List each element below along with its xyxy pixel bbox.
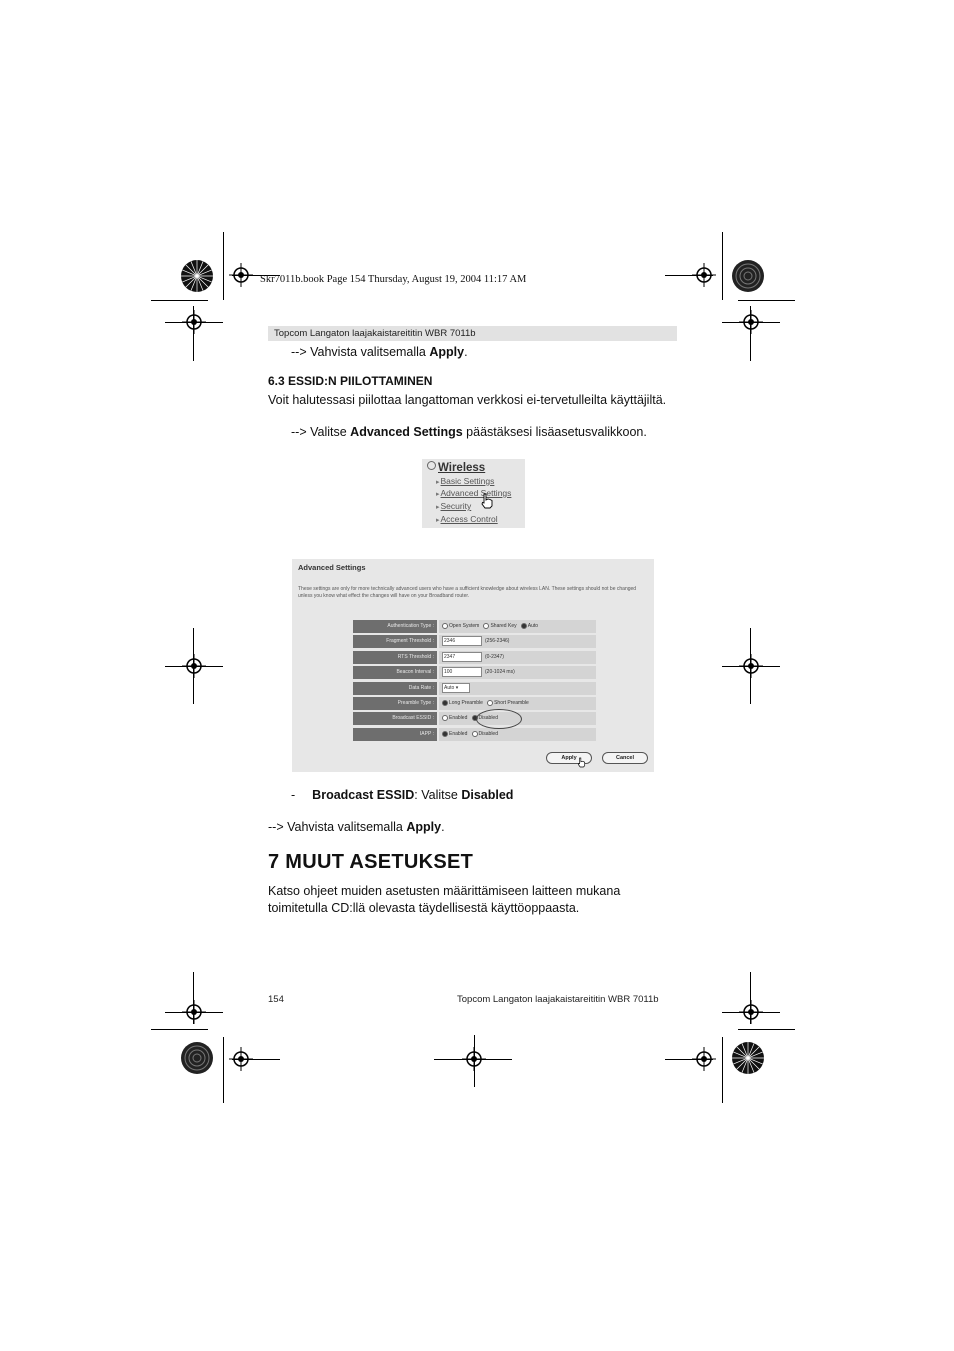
radio-auto[interactable] bbox=[521, 623, 527, 629]
apply-emphasis: Apply bbox=[406, 820, 442, 834]
row-label: Preamble Type : bbox=[353, 697, 437, 710]
option-label: Disabled bbox=[478, 731, 498, 737]
crop-line bbox=[665, 275, 713, 276]
chapter-text-line-1: Katso ohjeet muiden asetusten määrittämiseen laitteen mukana bbox=[268, 884, 621, 898]
target-mark-icon bbox=[180, 1041, 214, 1075]
row-broadcast-essid bbox=[353, 712, 596, 725]
section-heading: 6.3 ESSID:N PIILOTTAMINEN bbox=[268, 374, 433, 388]
row-label: Authentication Type : bbox=[353, 620, 437, 633]
crop-line bbox=[151, 1029, 208, 1030]
rts-threshold-input[interactable]: 2347 bbox=[442, 652, 482, 662]
crop-line bbox=[165, 1012, 223, 1013]
option-label: Open System bbox=[449, 623, 480, 629]
disabled-emphasis: Disabled bbox=[461, 788, 514, 802]
radio-iapp-enabled[interactable] bbox=[442, 731, 448, 737]
target-mark-icon bbox=[731, 259, 765, 293]
confirm-apply-line bbox=[291, 344, 468, 361]
text: päästäksesi lisäasetusvalikkoon. bbox=[462, 425, 647, 439]
advanced-settings-emphasis: Advanced Settings bbox=[350, 425, 463, 439]
confirm-apply-line-2 bbox=[268, 819, 445, 836]
highlight-circle bbox=[476, 709, 522, 729]
cancel-button[interactable]: Cancel bbox=[602, 752, 648, 764]
crop-line bbox=[223, 1037, 224, 1103]
row-value bbox=[439, 682, 596, 695]
option-label: Enabled bbox=[449, 731, 468, 737]
menu-item-security[interactable]: ▸ Security bbox=[436, 501, 471, 511]
radio-shared-key[interactable] bbox=[483, 623, 489, 629]
radio-long-preamble[interactable] bbox=[442, 700, 448, 706]
menu-item-access-control[interactable]: ▸ Access Control bbox=[436, 514, 498, 524]
apply-emphasis: Apply bbox=[429, 345, 465, 359]
row-authentication-type bbox=[353, 620, 596, 633]
option-label: Short Preamble bbox=[494, 700, 529, 706]
advanced-settings-title: Advanced Settings bbox=[298, 563, 366, 572]
menu-item-advanced-settings[interactable]: ▸ Advanced Settings bbox=[436, 488, 511, 498]
row-label: RTS Threshold : bbox=[353, 651, 437, 664]
text: --> Vahvista valitsemalla bbox=[291, 345, 430, 359]
crop-line bbox=[722, 1037, 723, 1103]
footer-title: Topcom Langaton laajakaistareititin WBR 7011b bbox=[457, 994, 659, 1005]
radio-iapp-disabled[interactable] bbox=[472, 731, 478, 737]
section-intro: Voit halutessasi piilottaa langattoman verkkosi ei-tervetulleilta käyttäjiltä. bbox=[268, 393, 667, 407]
option-label: Disabled bbox=[478, 715, 498, 721]
crop-line bbox=[434, 1059, 512, 1060]
step-line bbox=[291, 424, 647, 441]
crop-line bbox=[722, 1012, 780, 1013]
fragment-threshold-input[interactable]: 2346 bbox=[442, 636, 482, 646]
selected-value: Auto bbox=[444, 684, 455, 691]
crop-line bbox=[722, 232, 723, 300]
row-data-rate bbox=[353, 682, 596, 695]
row-label: IAPP : bbox=[353, 728, 437, 741]
crop-line bbox=[165, 322, 223, 323]
row-value bbox=[439, 635, 596, 648]
option-label: Shared Key bbox=[490, 623, 517, 629]
row-value bbox=[439, 620, 596, 633]
row-label: Beacon Interval : bbox=[353, 666, 437, 679]
wireless-title-text: Wireless bbox=[438, 462, 486, 474]
text: . bbox=[441, 820, 445, 834]
row-label: Fragment Threshold : bbox=[353, 635, 437, 648]
row-label: Data Rate : bbox=[353, 682, 437, 695]
menu-bullet-icon bbox=[427, 461, 436, 470]
wireless-menu-screenshot bbox=[422, 459, 525, 528]
starburst-mark-icon bbox=[180, 259, 214, 293]
page-number: 154 bbox=[268, 994, 284, 1005]
crop-line bbox=[722, 666, 780, 667]
running-header-text: Topcom Langaton laajakaistareititin WBR 7011b bbox=[274, 328, 476, 339]
hand-cursor-icon bbox=[577, 756, 586, 769]
crop-line bbox=[151, 300, 208, 301]
broadcast-essid-emphasis: Broadcast ESSID bbox=[312, 788, 415, 802]
crop-line bbox=[738, 300, 795, 301]
crop-line bbox=[665, 1059, 713, 1060]
crop-line bbox=[232, 1059, 280, 1060]
text: --> Vahvista valitsemalla bbox=[268, 820, 407, 834]
chapter-heading: 7 MUUT ASETUKSET bbox=[268, 851, 474, 873]
crop-line bbox=[722, 322, 780, 323]
chapter-text-line-2: toimitetulla CD:llä olevasta täydellisestä käyttöoppaasta. bbox=[268, 901, 580, 915]
row-rts-threshold bbox=[353, 651, 596, 664]
row-beacon-interval bbox=[353, 666, 596, 679]
row-value bbox=[439, 666, 596, 679]
menu-item-basic-settings[interactable]: ▸ Basic Settings bbox=[436, 476, 494, 486]
bullet-broadcast-essid bbox=[291, 787, 513, 804]
data-rate-select[interactable] bbox=[442, 683, 470, 693]
row-iapp bbox=[353, 728, 596, 741]
print-slug: Skr7011b.book Page 154 Thursday, August 19, 2004 11:17 AM bbox=[260, 274, 527, 285]
running-header bbox=[268, 326, 677, 341]
option-label: Auto bbox=[527, 623, 539, 629]
option-label: Enabled bbox=[449, 715, 468, 721]
crop-line bbox=[223, 232, 224, 300]
row-value bbox=[439, 728, 596, 741]
crop-line bbox=[738, 1029, 795, 1030]
apply-button[interactable]: Apply bbox=[546, 752, 592, 764]
row-value bbox=[439, 651, 596, 664]
text: --> Valitse bbox=[291, 425, 351, 439]
bullet-dash: - bbox=[291, 788, 296, 802]
chevron-down-icon: ▾ bbox=[455, 684, 459, 691]
crop-line bbox=[474, 1035, 475, 1087]
advanced-settings-description: These settings are only for more technically advanced users who have a sufficient knowledge about wireless LAN. These settings should not be changed unless you know what effect the changes will have on your Broadband router. bbox=[298, 586, 637, 599]
row-preamble-type bbox=[353, 697, 596, 710]
text: . bbox=[464, 345, 468, 359]
row-fragment-threshold bbox=[353, 635, 596, 648]
range-hint: (0-2347) bbox=[485, 654, 504, 660]
radio-essid-enabled[interactable] bbox=[442, 715, 448, 721]
row-label: Broadcast ESSID : bbox=[353, 712, 437, 725]
radio-short-preamble[interactable] bbox=[487, 700, 493, 706]
starburst-mark-icon bbox=[731, 1041, 765, 1075]
wireless-menu-title[interactable] bbox=[427, 461, 485, 474]
hand-cursor-icon bbox=[480, 493, 494, 509]
row-value bbox=[439, 697, 596, 710]
text: : Valitse bbox=[414, 788, 462, 802]
beacon-interval-input[interactable]: 100 bbox=[442, 667, 482, 677]
advanced-settings-screenshot bbox=[292, 559, 654, 772]
range-hint: (20-1024 ms) bbox=[485, 669, 515, 675]
radio-open-system[interactable] bbox=[442, 623, 448, 629]
range-hint: (256-2346) bbox=[485, 638, 510, 644]
option-label: Long Preamble bbox=[449, 700, 483, 706]
crop-line bbox=[165, 666, 223, 667]
